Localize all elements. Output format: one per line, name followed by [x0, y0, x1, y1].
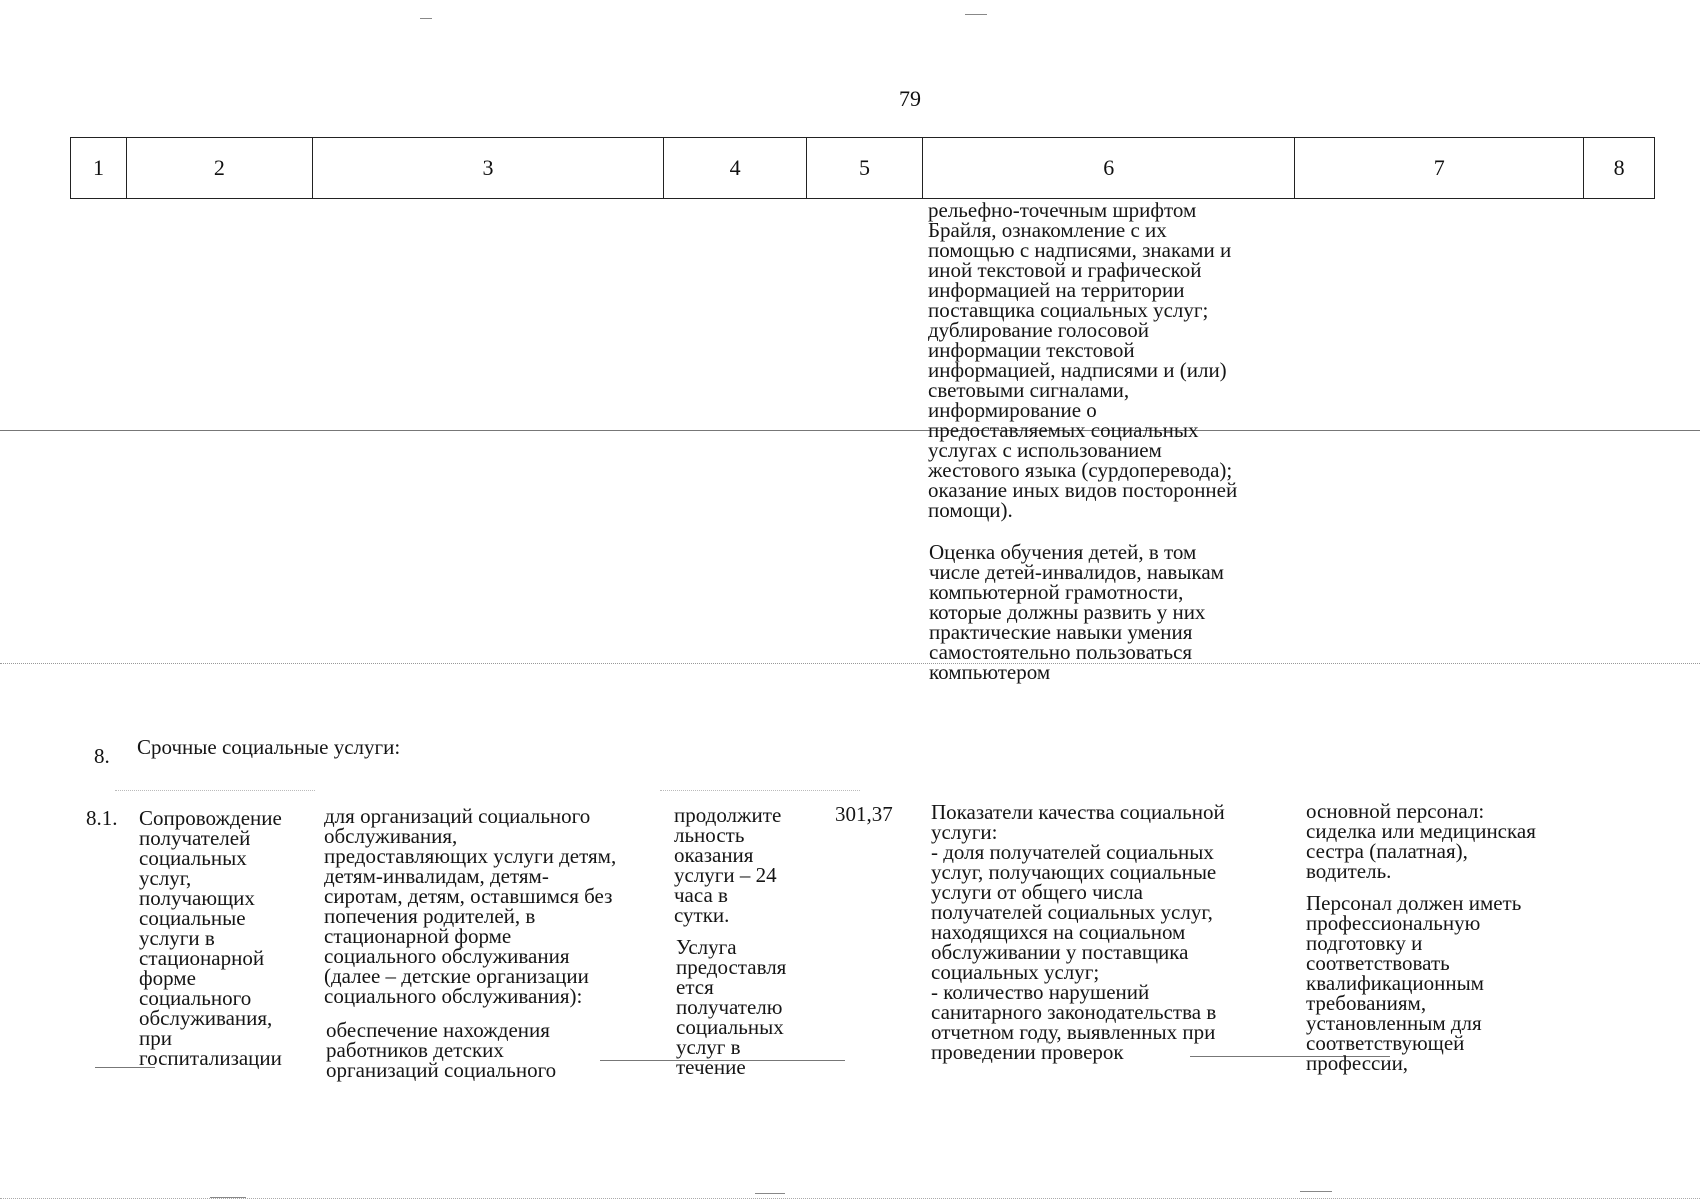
scan-speck	[965, 14, 987, 15]
header-col-7: 7	[1295, 138, 1584, 198]
row-8-1-service-name: Сопровождение получателей социальных услуг, получающих социальные услуги в стационарной форме социального обслуживания, при госпитализации	[139, 806, 282, 1070]
header-col-4: 4	[664, 138, 807, 198]
row-8-1-tariff: 301,37	[835, 802, 893, 826]
scan-speck	[755, 1193, 785, 1194]
header-col-6: 6	[923, 138, 1296, 198]
scan-line	[0, 663, 1700, 664]
scan-line	[115, 790, 315, 791]
continuation-text-2: Оценка обучения детей, в том числе детей-инвалидов, навыкам компьютерной грамотности, которые должны развить у них практические навыки умения самостоятельно пользоваться компьютером	[929, 540, 1224, 684]
row-8-1-duration: продолжите льность оказания услуги – 24 часа в сутки.	[674, 803, 782, 927]
page-number: 79	[899, 86, 921, 111]
row-8-1-number: 8.1.	[86, 806, 118, 830]
table-header-row	[70, 137, 1655, 199]
row-8-1-staff: основной персонал: сиделка или медицинская сестра (палатная), водитель.	[1306, 799, 1536, 883]
row-8-1-standard-text-2: обеспечение нахождения работников детских организаций социального	[326, 1018, 557, 1082]
row-8-1-quality-indicators: Показатели качества социальной услуги: - доля получателей социальных услуг, получающих социальные услуги от общего числа получателей социальных услуг, находящихся на социальном обслуживании у поставщика социальных услуг; - количество нарушений санитарного законодательства в отчетном году, выявленных при проведении проверок	[931, 800, 1225, 1064]
scan-line	[660, 790, 860, 791]
header-col-2: 2	[127, 138, 313, 198]
header-col-8: 8	[1613, 155, 1625, 180]
section-number: 8.	[94, 744, 110, 768]
header-col-5: 5	[807, 138, 923, 198]
scan-speck	[420, 18, 432, 19]
row-8-1-standard-text: для организаций социального обслуживания, предоставляющих услуги детям, детям-инвалидам, детям- сиротам, детям, оставшимся без попечения родителей, в стационарной форме социального обслуживания (далее – детские организации социального обслуживания):	[324, 804, 617, 1008]
header-col-3: 3	[313, 138, 665, 198]
scan-line	[0, 430, 1700, 431]
row-8-1-staff-requirements: Персонал должен иметь профессиональную подготовку и соответствовать квалификационным требованиям, установленным для соответствующей профессии,	[1306, 891, 1522, 1075]
section-title: Срочные социальные услуги:	[137, 735, 401, 759]
scan-line	[0, 1198, 1700, 1199]
scan-speck	[1300, 1191, 1332, 1192]
row-8-1-duration-2: Услуга предоставля ется получателю социальных услуг в течение	[676, 935, 787, 1079]
continuation-text: рельефно-точечным шрифтом Брайля, ознакомление с их помощью с надписями, знаками и иной текстовой и графической информацией на территории поставщика социальных услуг; дублирование голосовой информации текстовой информацией, надписями и (или) световыми сигналами, информирование о предоставляемых социальных услугах с использованием жестового языка (сурдоперевода); оказание иных видов посторонней помощи).	[928, 198, 1238, 522]
scan-speck	[210, 1197, 246, 1198]
header-col-1: 1	[71, 138, 127, 198]
